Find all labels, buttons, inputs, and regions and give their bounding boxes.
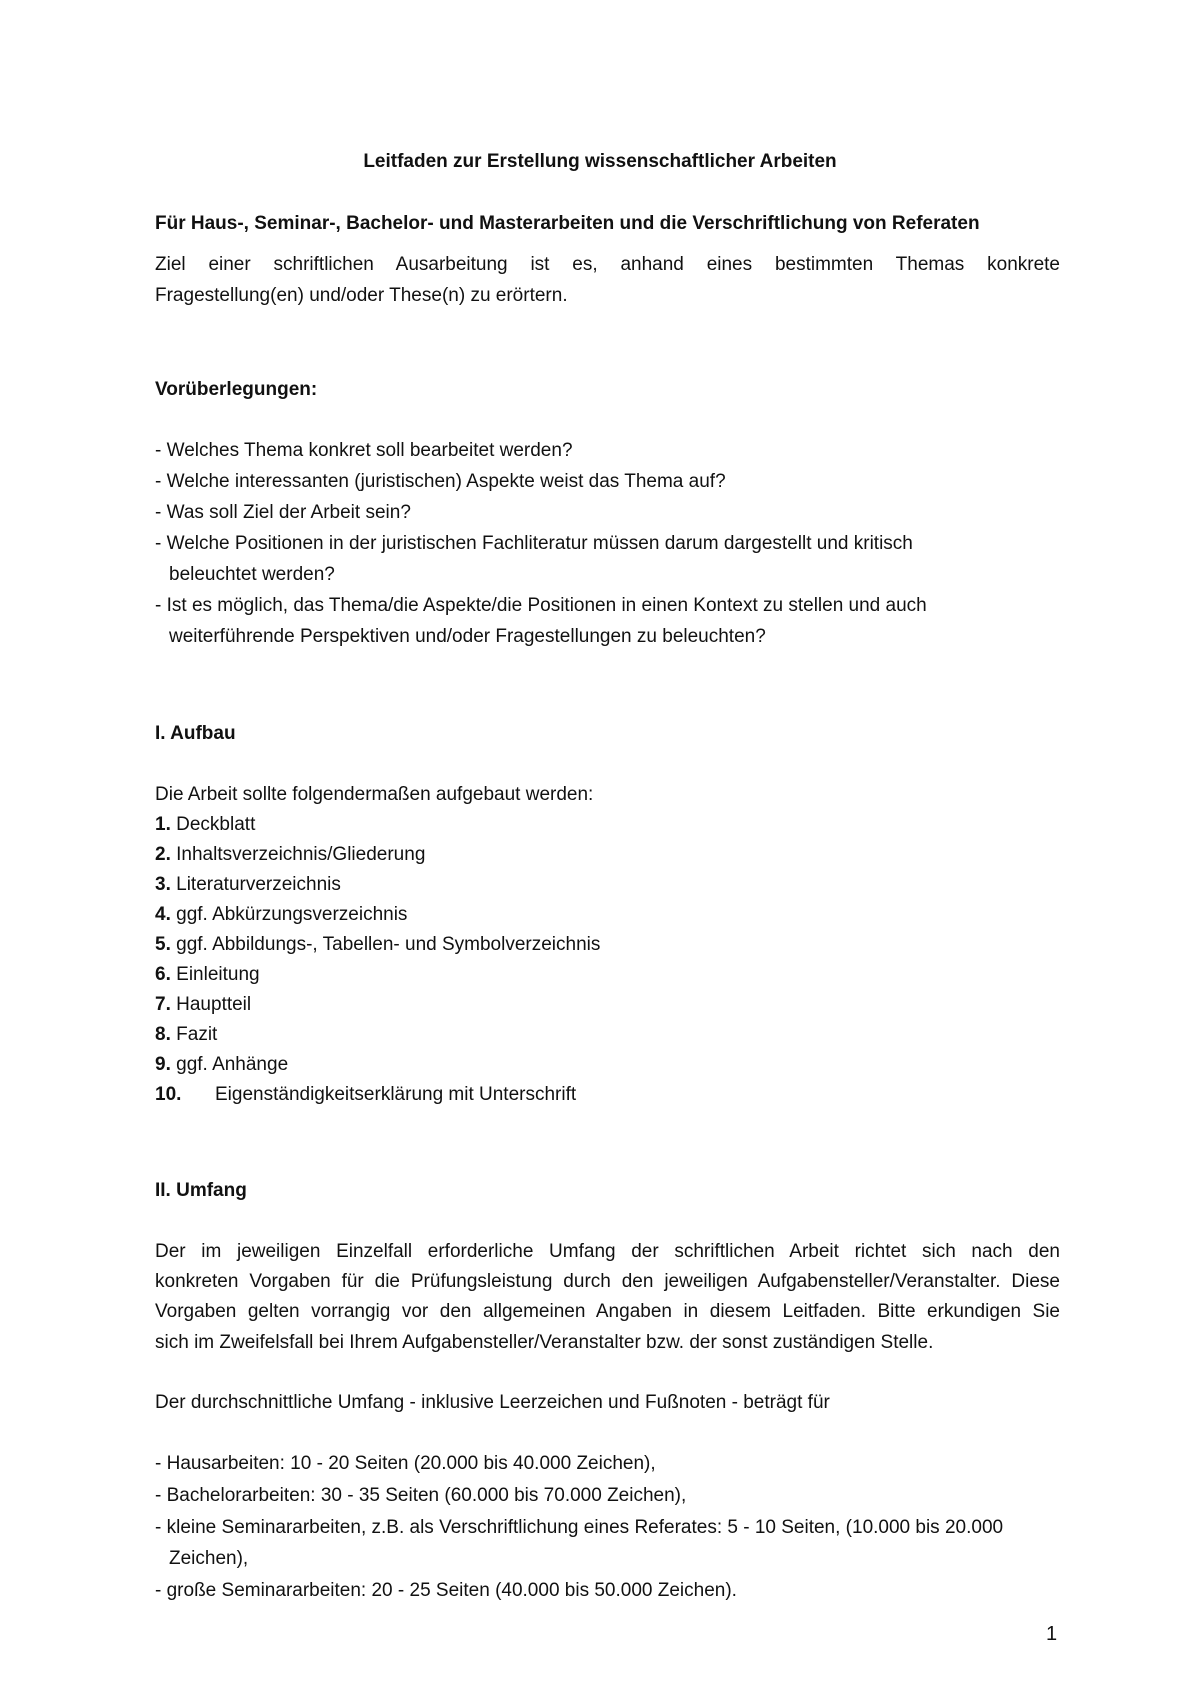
- list-number: 7.: [155, 994, 171, 1015]
- section2-paragraph-line: sich im Zweifelsfall bei Ihrem Aufgabensteller/Veranstalter bzw. der sonst zuständigen Stelle.: [155, 1332, 934, 1353]
- section1-heading: I. Aufbau: [155, 723, 236, 744]
- list-item: [155, 993, 251, 1017]
- section2-avg-intro: Der durchschnittliche Umfang - inklusive Leerzeichen und Fußnoten - beträgt für: [155, 1392, 830, 1413]
- list-text: ggf. Abbildungs-, Tabellen- und Symbolverzeichnis: [176, 934, 601, 955]
- extent-item: - große Seminararbeiten: 20 - 25 Seiten (40.000 bis 50.000 Zeichen).: [155, 1580, 737, 1601]
- extent-item: - Hausarbeiten: 10 - 20 Seiten (20.000 bis 40.000 Zeichen),: [155, 1453, 656, 1474]
- list-item: [155, 1053, 288, 1077]
- list-number: 10.: [155, 1084, 182, 1105]
- list-text: Einleitung: [176, 964, 260, 985]
- intro-line-2: Fragestellung(en) und/oder These(n) zu erörtern.: [155, 285, 568, 306]
- list-item: [155, 1023, 217, 1047]
- prelim-item: - Welche Positionen in der juristischen Fachliteratur müssen darum dargestellt und kritisch: [155, 533, 913, 554]
- list-number: 2.: [155, 844, 171, 865]
- list-item: [155, 933, 600, 957]
- list-text: Deckblatt: [176, 814, 256, 835]
- list-text: Inhaltsverzeichnis/Gliederung: [176, 844, 426, 865]
- list-text: ggf. Anhänge: [176, 1054, 289, 1075]
- section2-paragraph-line: konkreten Vorgaben für die Prüfungsleistung durch den jeweiligen Aufgabensteller/Veranstalter. Diese: [155, 1271, 1060, 1292]
- extent-item: - Bachelorarbeiten: 30 - 35 Seiten (60.000 bis 70.000 Zeichen),: [155, 1485, 687, 1506]
- prelim-heading: Vorüberlegungen:: [155, 379, 318, 400]
- section1-intro: Die Arbeit sollte folgendermaßen aufgebaut werden:: [155, 784, 594, 805]
- list-text: ggf. Abkürzungsverzeichnis: [176, 904, 408, 925]
- prelim-item: - Ist es möglich, das Thema/die Aspekte/die Positionen in einen Kontext zu stellen und auch: [155, 595, 927, 616]
- extent-item: - kleine Seminararbeiten, z.B. als Verschriftlichung eines Referates: 5 - 10 Seiten, (10.000 bis 20.000: [155, 1517, 1004, 1538]
- list-item: [155, 873, 341, 897]
- list-item: [155, 903, 407, 927]
- list-item: [155, 1083, 577, 1107]
- list-item: [155, 843, 425, 867]
- list-number: 4.: [155, 904, 171, 925]
- section2-paragraph-line: Der im jeweiligen Einzelfall erforderliche Umfang der schriftlichen Arbeit richtet sich nach den: [155, 1241, 1060, 1262]
- list-item: [155, 813, 255, 837]
- list-text: Fazit: [176, 1024, 218, 1045]
- list-number: 8.: [155, 1024, 171, 1045]
- section2-paragraph-line: Vorgaben gelten vorrangig vor den allgemeinen Angaben in diesem Leitfaden. Bitte erkundigen Sie: [155, 1301, 1060, 1322]
- page-number: 1: [1046, 1623, 1058, 1645]
- intro-line-1: Ziel einer schriftlichen Ausarbeitung ist es, anhand eines bestimmten Themas konkrete: [155, 254, 1060, 275]
- list-number: 6.: [155, 964, 171, 985]
- document-subtitle: Für Haus-, Seminar-, Bachelor- und Masterarbeiten und die Verschriftlichung von Referaten: [155, 213, 980, 234]
- list-number: 1.: [155, 814, 171, 835]
- prelim-item: - Was soll Ziel der Arbeit sein?: [155, 502, 411, 523]
- extent-item-cont: Zeichen),: [169, 1548, 249, 1569]
- prelim-item: - Welche interessanten (juristischen) Aspekte weist das Thema auf?: [155, 471, 726, 492]
- list-number: 9.: [155, 1054, 171, 1075]
- list-text: Hauptteil: [176, 994, 252, 1015]
- section2-heading: II. Umfang: [155, 1180, 247, 1201]
- list-number: 5.: [155, 934, 171, 955]
- list-number: 3.: [155, 874, 171, 895]
- list-item: [155, 963, 260, 987]
- prelim-item-cont: beleuchtet werden?: [169, 564, 335, 585]
- list-text: Literaturverzeichnis: [176, 874, 341, 895]
- list-text: Eigenständigkeitserklärung mit Unterschrift: [215, 1084, 577, 1105]
- prelim-item: - Welches Thema konkret soll bearbeitet werden?: [155, 440, 573, 461]
- document-title: Leitfaden zur Erstellung wissenschaftlicher Arbeiten: [363, 151, 837, 172]
- prelim-item-cont: weiterführende Perspektiven und/oder Fragestellungen zu beleuchten?: [169, 626, 766, 647]
